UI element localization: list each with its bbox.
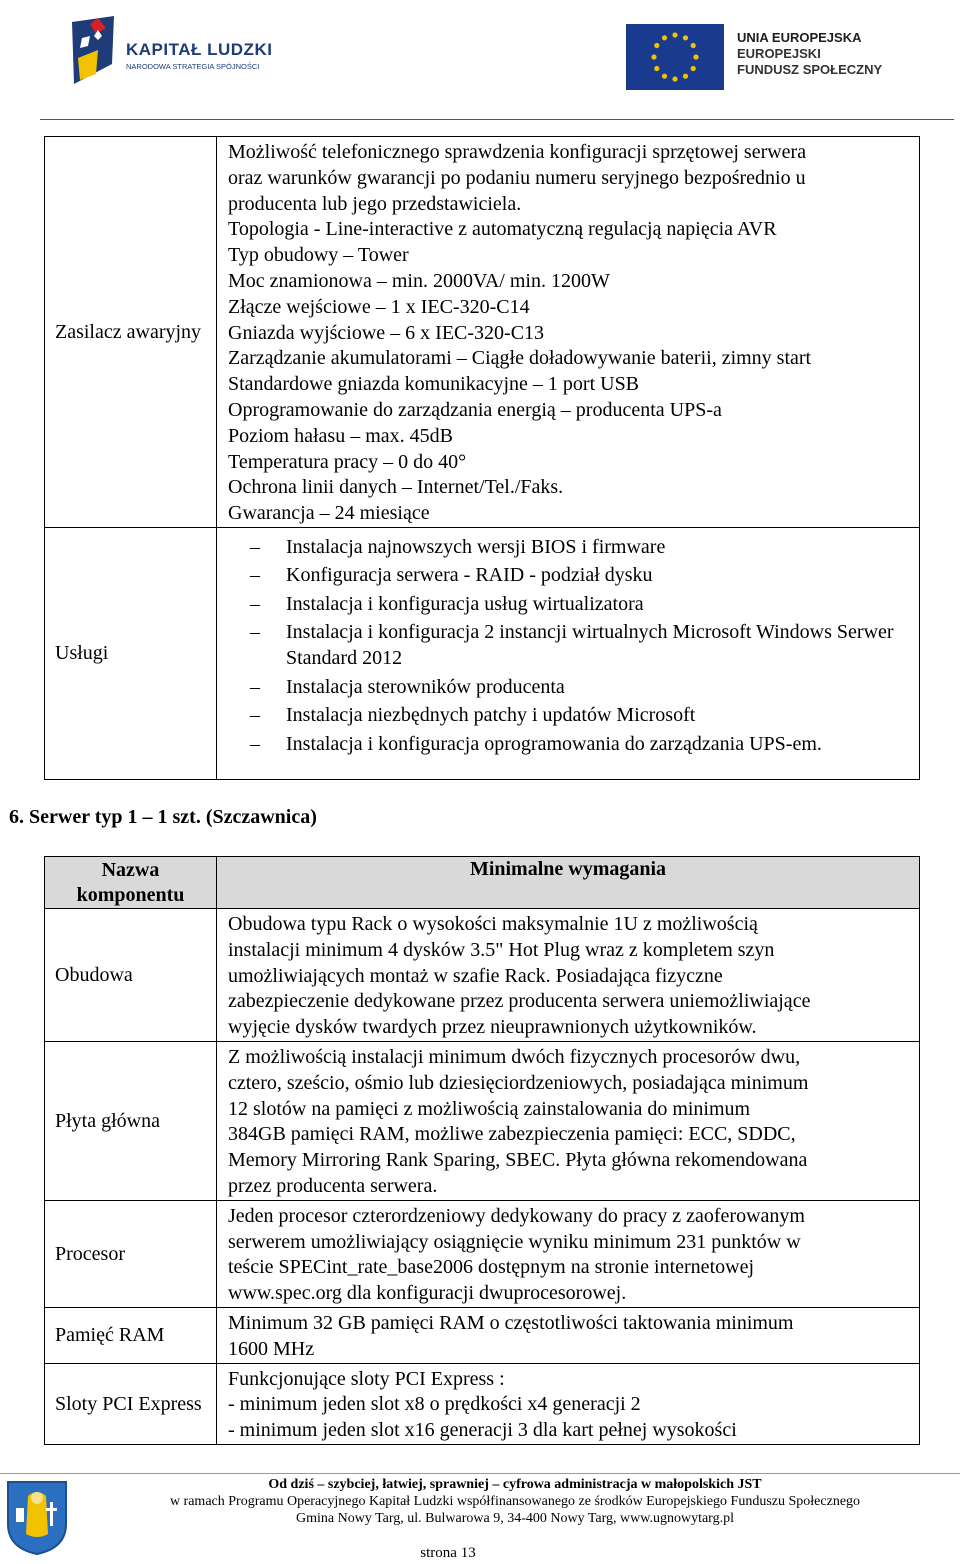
footer-project-title: Od dziś – szybciej, łatwiej, sprawniej – cyfrowa administracja w małopolskich JST [268,1477,762,1492]
component-requirements [217,1363,920,1444]
ups-services-table [44,136,920,780]
requirement-line: www.spec.org dla konfiguracji dwuprocesorowej. [228,1282,627,1305]
table-header-row [45,857,920,909]
footer-address-line: Gmina Nowy Targ, ul. Bulwarowa 9, 34-400 Nowy Targ, www.ugnowytarg.pl [296,1511,734,1526]
requirement-line: - minimum jeden slot x16 generacji 3 dla kart pełnej wysokości [228,1419,737,1442]
list-item: – Instalacja i konfiguracja 2 instancji wirtualnych Microsoft Windows Serwer Standard 2012 [228,619,909,671]
requirement-line: 12 slotów na pamięci z możliwością zainstalowania do minimum [228,1097,751,1120]
requirement-line: Poziom hałasu – max. 45dB [228,424,453,447]
eu-flag-icon [626,24,724,90]
requirement-line: producenta lub jego przedstawiciela. [228,192,522,215]
services-list [228,530,909,757]
requirement-line: Memory Mirroring Rank Sparing, SBEC. Płyta główna rekomendowana [228,1149,808,1172]
requirement-line: Standardowe gniazda komunikacyjne – 1 port USB [228,373,640,396]
table-row [45,1041,920,1200]
requirement-line: zabezpieczenie dedykowane przez producenta serwera uniemożliwiające [228,990,811,1013]
requirement-line: Typ obudowy – Tower [228,244,409,267]
component-name: Sloty PCI Express [45,1363,217,1444]
kapital-ludzki-title: KAPITAŁ LUDZKI [126,40,273,59]
requirement-line: teście SPECint_rate_base2006 dostępnym na stronie internetowej [228,1256,754,1279]
table-row [45,137,920,528]
requirement-line: przez producenta serwera. [228,1174,438,1197]
table-row [45,909,920,1042]
requirement-line: oraz warunków gwarancji po podaniu numeru seryjnego bezpośrednio u [228,166,806,189]
requirement-line: Złącze wejściowe – 1 x IEC-320-C14 [228,295,530,318]
header-divider [40,119,954,120]
component-name: Zasilacz awaryjny [45,137,217,528]
list-item: – Instalacja najnowszych wersji BIOS i firmware [228,534,909,560]
requirement-line: Możliwość telefonicznego sprawdzenia konfiguracji sprzętowej serwera [228,141,807,163]
list-item: – Instalacja niezbędnych patchy i updatów Microsoft [228,702,909,728]
component-requirements [217,909,920,1042]
requirement-line: Zarządzanie akumulatorami – Ciągłe doładowywanie baterii, zimny start [228,347,812,370]
requirement-line: Oprogramowanie do zarządzania energią – producenta UPS-a [228,398,722,421]
requirement-line: Gniazda wyjściowe – 6 x IEC-320-C13 [228,321,545,344]
requirement-line: instalacji minimum 4 dysków 3.5" Hot Plug wraz z kompletem szyn [228,938,775,961]
requirement-line: Gwarancja – 24 miesiące [228,502,430,525]
table-row [45,1307,920,1363]
requirement-line: Jeden procesor czterordzeniowy dedykowany do pracy z zaoferowanym [228,1204,805,1227]
services-list-cell [217,527,920,779]
table-row [45,1200,920,1307]
list-item: – Instalacja i konfiguracja oprogramowania do zarządzania UPS-em. [228,731,909,757]
requirement-line: cztero, sześcio, ośmio lub dziesięciordzeniowych, posiadająca minimum [228,1071,809,1094]
section-heading: 6. Serwer typ 1 – 1 szt. (Szczawnica) [9,806,317,828]
table-row [45,527,920,779]
kapital-ludzki-logo [68,14,298,94]
component-name: Usługi [45,527,217,779]
eu-line-2: EUROPEJSKI [737,46,821,61]
list-item: – Konfiguracja serwera - RAID - podział dysku [228,562,909,588]
eu-logo-text [737,30,882,78]
page-footer [110,1476,920,1527]
requirement-line: Funkcjonujące sloty PCI Express : [228,1367,505,1390]
requirement-line: Z możliwością instalacji minimum dwóch fizycznych procesorów dwu, [228,1045,801,1068]
requirement-line: Moc znamionowa – min. 2000VA/ min. 1200W [228,269,610,292]
requirement-line: 384GB pamięci RAM, możliwe zabezpieczenia pamięci: ECC, SDDC, [228,1123,796,1146]
requirement-line: Minimum 32 GB pamięci RAM o częstotliwości taktowania minimum [228,1311,794,1334]
eu-line-3: FUNDUSZ SPOŁECZNY [737,62,883,77]
page-header [0,0,960,122]
requirement-line: Topologia - Line-interactive z automatyczną regulacją napięcia AVR [228,218,777,241]
requirement-line: Temperatura pracy – 0 do 40° [228,450,467,473]
component-name: Pamięć RAM [45,1307,217,1363]
requirement-line: 1600 MHz [228,1337,315,1360]
kapital-ludzki-emblem-icon [68,14,118,86]
list-item: – Instalacja i konfiguracja usług wirtualizatora [228,591,909,617]
server-requirements-table [44,856,920,1445]
column-header-name: Nazwa komponentu [45,857,217,909]
column-header-requirements: Minimalne wymagania [217,857,920,909]
component-name: Obudowa [45,909,217,1042]
page-number: strona 13 [420,1545,476,1561]
eu-line-1: UNIA EUROPEJSKA [737,30,862,45]
list-item: – Instalacja sterowników producenta [228,674,909,700]
requirement-line: - minimum jeden slot x8 o prędkości x4 generacji 2 [228,1393,641,1416]
requirement-line: wyjęcie dysków twardych przez nieuprawnionych użytkowników. [228,1016,757,1039]
component-name: Procesor [45,1200,217,1307]
component-requirements [217,1041,920,1200]
component-requirements [217,1307,920,1363]
requirement-line: Ochrona linii danych – Internet/Tel./Faks. [228,476,564,499]
component-requirements [217,1200,920,1307]
requirement-line: serwerem umożliwiający osiągnięcie wyniku minimum 231 punktów w [228,1230,801,1253]
requirement-line: umożliwiających montaż w szafie Rack. Posiadająca fizyczne [228,964,723,987]
footer-divider [0,1473,960,1474]
kapital-ludzki-subtitle: NARODOWA STRATEGIA SPÓJNOŚCI [126,62,260,71]
component-requirements [217,137,920,528]
component-name: Płyta główna [45,1041,217,1200]
requirement-line: Obudowa typu Rack o wysokości maksymalnie 1U z możliwością [228,913,758,935]
footer-program-line: w ramach Programu Operacyjnego Kapitał Ludzki współfinansowanego ze środków Europejskiego Funduszu Społecznego [169,1494,861,1509]
table-row [45,1363,920,1444]
